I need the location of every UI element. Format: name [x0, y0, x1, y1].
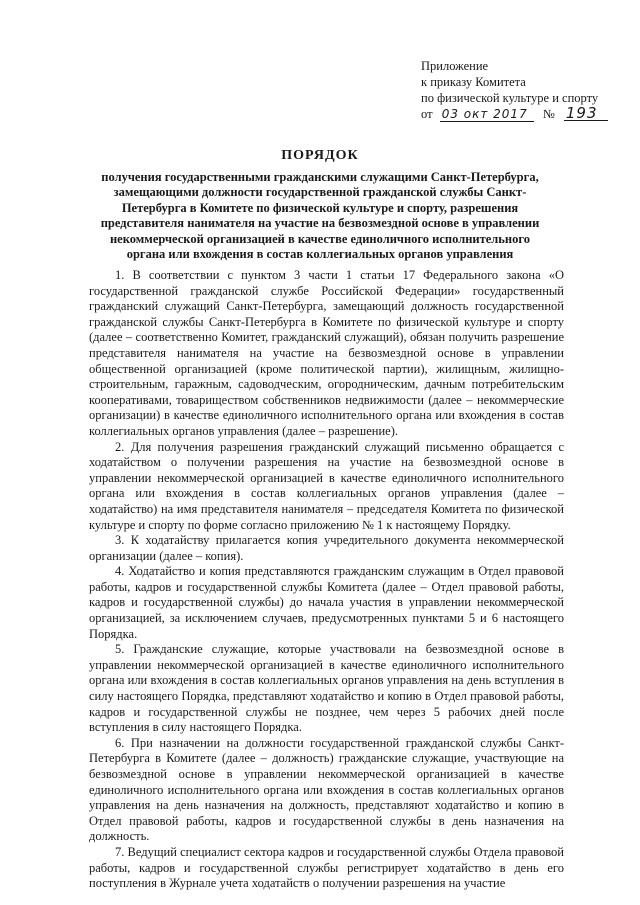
- paragraph-2: 2. Для получения разрешения гражданский служащий письменно обращается с ходатайством о получении разрешения на участие на безвозмездной основе в управлении некоммерческой организацией в качестве единоличного исполнительного органа или вхождения в состав коллегиальных органов управления (далее – ходатайство) на имя представителя нанимателя – председателя Комитета по физической культуре и спорту по форме согласно приложению № 1 к настоящему Порядку.: [89, 439, 564, 532]
- date-label: от: [421, 107, 433, 121]
- paragraph-3: 3. К ходатайству прилагается копия учредительного документа некоммерческой организации (далее – копия).: [89, 533, 564, 563]
- document-title: ПОРЯДОК: [281, 148, 359, 163]
- document-title-block: [95, 148, 545, 263]
- appendix-date-row: [421, 106, 608, 122]
- order-number-value: 193: [564, 107, 608, 121]
- document-subtitle: получения государственными гражданскими служащими Санкт-Петербурга, замещающими должности государственной гражданской службы Санкт-Петербурга в Комитете по физической культуре и спорту, разрешения представителя нанимателя на участие на безвозмездной основе в управлении некоммерческой организацией в качестве единоличного исполнительного органа или вхождения в состав коллегиальных органов управления: [100, 169, 540, 261]
- document-body: [89, 268, 564, 892]
- number-label: №: [542, 107, 555, 121]
- paragraph-5: 5. Гражданские служащие, которые участвовали на безвозмездной основе в управлении некоммерческой организацией в качестве единоличного исполнительного органа или вхождения в состав коллегиальных органов управления на день вступления в силу настоящего Порядка, представляют ходатайство и копию в Отдел правовой работы, кадров и государственной службы не позднее, чем через 5 рабочих дней после вступления в силу настоящего Порядка.: [89, 642, 564, 735]
- paragraph-4: 4. Ходатайство и копия представляются гражданским служащим в Отдел правовой работы, кадров и государственной службы Комитета (далее – Отдел правовой работы, кадров и государственной службы) до начала участия в управлении некоммерческой организацией, за исключением случаев, предусмотренных пунктами 5 и 6 настоящего Порядка.: [89, 564, 564, 641]
- appendix-line-1: Приложение: [421, 59, 489, 73]
- paragraph-6: 6. При назначении на должности государственной гражданской службы Санкт-Петербурга в Комитете (далее – должность) гражданские служащие, участвующие на безвозмездной основе в управлении некоммерческой организацией в качестве единоличного исполнительного органа или вхождения в состав коллегиальных органов управления на день назначения на должность, представляют ходатайство и копию в Отдел правовой работы, кадров и государственной службы в день назначения на должность.: [89, 735, 564, 844]
- appendix-line-3: по физической культуре и спорту: [421, 91, 599, 105]
- date-value: 03 окт 2017: [440, 108, 534, 122]
- appendix-line-2: к приказу Комитета: [421, 75, 526, 89]
- paragraph-7: 7. Ведущий специалист сектора кадров и государственной службы Отдела правовой работы, кадров и государственной службы регистрирует ходатайство в день его поступления в Журнале учета ходатайств о получении разрешения на участие: [89, 844, 564, 891]
- appendix-header: [421, 58, 608, 122]
- paragraph-1: 1. В соответствии с пунктом 3 части 1 статьи 17 Федерального закона «О государственной гражданской службе Российской Федерации» государственный гражданский служащий Санкт-Петербурга, замещающий должность государственной гражданской службы Санкт-Петербурга в Комитете по физической культуре и спорту (далее – соответственно Комитет, гражданский служащий), обязан получить разрешение представителя нанимателя на участие на безвозмездной основе в управлении общественной организацией (кроме политической партии), жилищным, жилищно-строительным, гаражным, садоводческим, огородническим, дачным потребительским кооперативами, товариществом собственников недвижимости (далее – некоммерческие организации) в качестве единоличного исполнительного органа или вхождения в состав коллегиальных органов управления (далее – разрешение).: [89, 268, 564, 438]
